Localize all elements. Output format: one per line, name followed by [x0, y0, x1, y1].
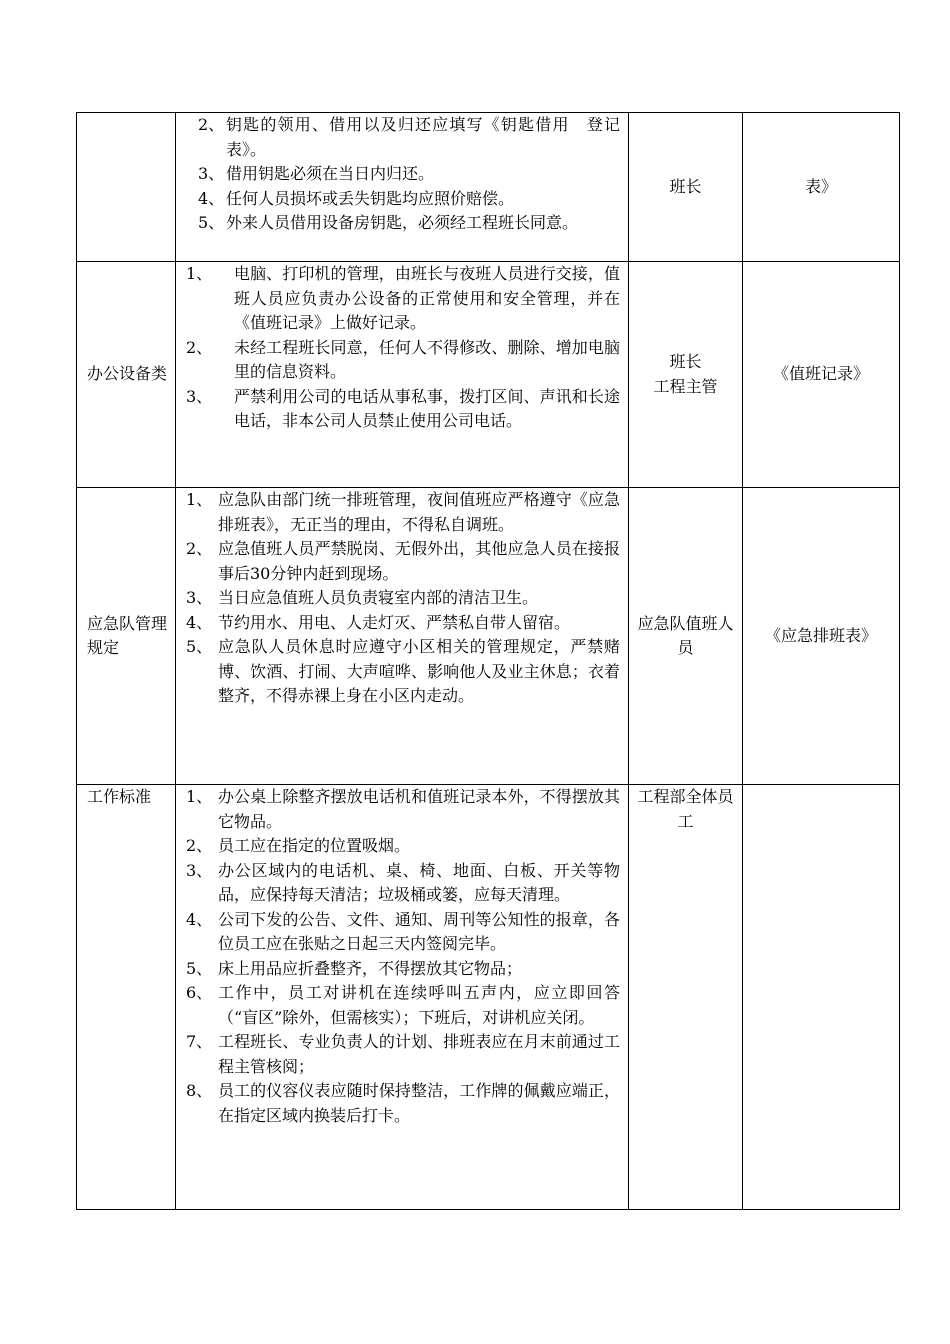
item-number: 3、 [186, 860, 213, 880]
item-text: 节约用水、用电、人走灯灭、严禁私自带人留宿。 [218, 612, 571, 632]
list-item [182, 187, 620, 212]
item-text: 外来人员借用设备房钥匙，必须经工程班长同意。 [226, 213, 579, 232]
items-cell [176, 113, 629, 262]
responsible-cell: 班长 [629, 113, 743, 262]
list-item [182, 162, 620, 187]
category-cell: 工作标准 [77, 785, 176, 1210]
list-item [182, 113, 620, 162]
list-item [182, 488, 620, 537]
item-number: 5、 [198, 213, 225, 232]
item-text: 任何人员损坏或丢失钥匙均应照价赔偿。 [226, 188, 515, 208]
item-text: 应急队由部门统一排班管理，夜间值班应严格遵守《应急排班表》，无正当的理由，不得私自调班。 [218, 490, 620, 534]
item-text: 工作中，员工对讲机在连续呼叫五声内，应立即回答（“盲区”除外，但需核实）；下班后，对讲机应关闭。 [218, 983, 620, 1027]
table-row [77, 262, 900, 488]
items-cell [176, 262, 629, 488]
item-number: 4、 [186, 909, 213, 929]
item-text: 当日应急值班人员负责寝室内部的清洁卫生。 [218, 588, 539, 607]
item-number: 5、 [186, 958, 213, 978]
list-item [182, 586, 620, 611]
item-number: 3、 [186, 588, 213, 607]
item-number: 1、 [186, 264, 213, 283]
item-text: 床上用品应折叠整齐，不得摆放其它物品； [218, 958, 523, 978]
item-text: 员工应在指定的位置吸烟。 [218, 836, 411, 855]
record-cell: 表》 [743, 113, 900, 262]
category-cell: 办公设备类 [77, 262, 176, 488]
record-cell [743, 785, 900, 1210]
list-item [182, 957, 620, 982]
item-number: 1、 [186, 490, 213, 509]
management-rules-table [76, 112, 900, 1210]
items-cell [176, 488, 629, 785]
item-number: 4、 [186, 612, 213, 632]
item-number: 5、 [186, 637, 213, 656]
record-cell: 《应急排班表》 [743, 488, 900, 785]
list-item [182, 635, 620, 709]
responsible-line: 班长 [669, 352, 702, 371]
item-text: 借用钥匙必须在当日内归还。 [226, 164, 435, 183]
list-item [182, 1030, 620, 1079]
items-cell [176, 785, 629, 1210]
responsible-cell: 应急队值班人员 [629, 488, 743, 785]
category-cell: 应急队管理规定 [77, 488, 176, 785]
item-number: 2、 [186, 836, 213, 855]
list-item [182, 336, 620, 385]
list-item [182, 385, 620, 434]
item-text: 工程班长、专业负责人的计划、排班表应在月末前通过工程主管核阅； [218, 1032, 620, 1076]
item-number: 3、 [186, 386, 213, 406]
item-number: 2、 [198, 115, 225, 134]
list-item [182, 785, 620, 834]
list-item [182, 1079, 620, 1128]
list-item [182, 211, 620, 236]
item-text: 严禁利用公司的电话从事私事，拨打区间、声讯和长途电话，非本公司人员禁止使用公司电话。 [234, 386, 620, 430]
item-text: 钥匙的领用、借用以及归还应填写《钥匙借用 登记表》。 [226, 115, 620, 159]
list-item [182, 537, 620, 586]
table-row [77, 488, 900, 785]
list-item [182, 611, 620, 636]
list-item [182, 981, 620, 1030]
item-text: 未经工程班长同意，任何人不得修改、删除、增加电脑里的信息资料。 [234, 337, 620, 381]
item-number: 6、 [186, 983, 213, 1002]
category-cell [77, 113, 176, 262]
list-item [182, 908, 620, 957]
table-row [77, 785, 900, 1210]
item-text: 办公区域内的电话机、桌、椅、地面、白板、开关等物品，应保持每天清洁；垃圾桶或篓，应每天清理。 [218, 860, 620, 904]
item-number: 2、 [186, 337, 213, 357]
item-text: 员工的仪容仪表应随时保持整洁，工作牌的佩戴应端正，在指定区域内换装后打卡。 [218, 1081, 620, 1125]
item-number: 8、 [186, 1081, 213, 1100]
list-item [182, 859, 620, 908]
item-number: 7、 [186, 1032, 213, 1051]
responsible-line: 工程主管 [653, 376, 718, 396]
record-cell: 《值班记录》 [743, 262, 900, 488]
item-number: 1、 [186, 787, 213, 806]
item-number: 4、 [198, 188, 225, 208]
item-text: 应急值班人员严禁脱岗、无假外出，其他应急人员在接报事后30分钟内赶到现场。 [218, 539, 620, 583]
item-text: 电脑、打印机的管理，由班长与夜班人员进行交接，值班人员应负责办公设备的正常使用和安全管理，并在《值班记录》上做好记录。 [234, 264, 620, 332]
responsible-cell [629, 262, 743, 488]
item-number: 2、 [186, 539, 213, 558]
item-number: 3、 [198, 164, 225, 183]
item-text: 办公桌上除整齐摆放电话机和值班记录本外，不得摆放其它物品。 [218, 787, 620, 831]
list-item [182, 834, 620, 859]
item-text: 公司下发的公告、文件、通知、周刊等公知性的报章，各位员工应在张贴之日起三天内签阅完毕。 [218, 909, 620, 953]
responsible-cell: 工程部全体员工 [629, 785, 743, 1210]
table-row [77, 113, 900, 262]
list-item [182, 262, 620, 336]
item-text: 应急队人员休息时应遵守小区相关的管理规定，严禁赌博、饮酒、打闹、大声喧哗、影响他人及业主休息；衣着整齐，不得赤裸上身在小区内走动。 [218, 637, 620, 705]
